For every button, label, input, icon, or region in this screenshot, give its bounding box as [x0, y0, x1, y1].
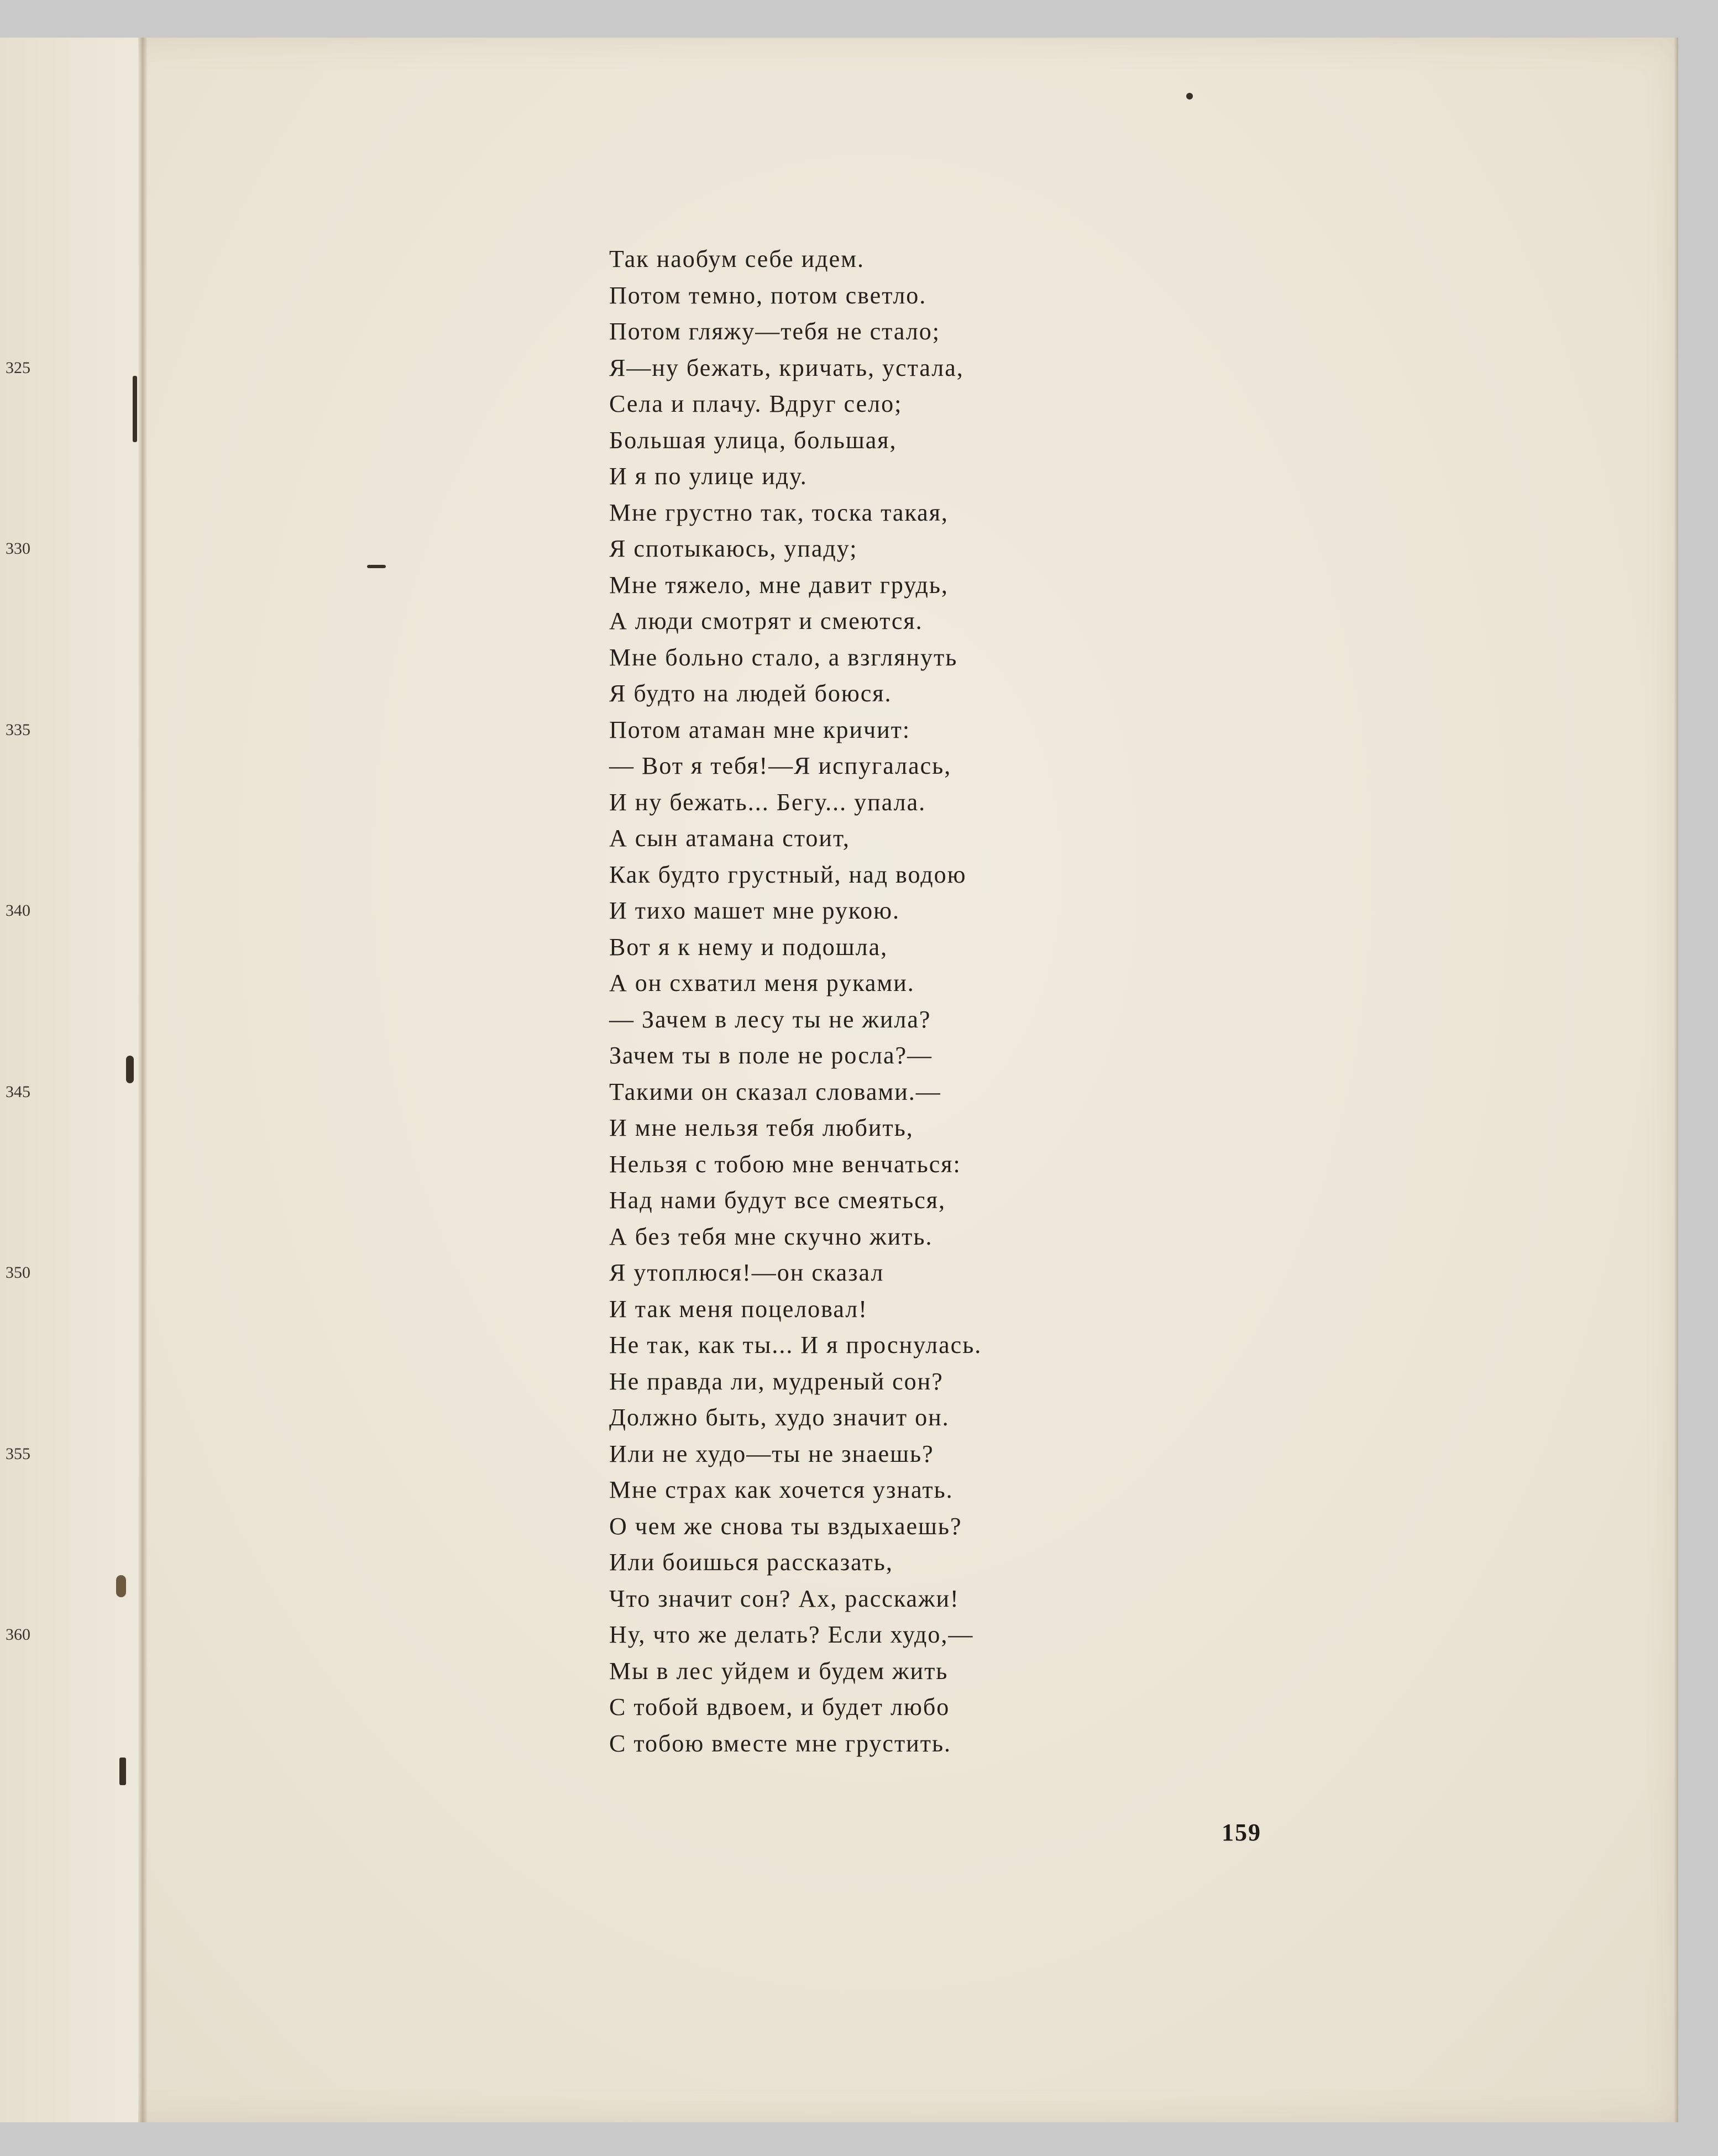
poem-line — [542, 639, 1481, 676]
line-text: Потом темно, потом светло. — [609, 281, 927, 309]
poem-line — [6, 893, 1481, 929]
binding-mark — [116, 1575, 126, 1597]
line-number: 340 — [6, 901, 30, 920]
poem-line — [542, 313, 1481, 350]
poem-line — [542, 495, 1481, 531]
poem-line — [542, 748, 1481, 784]
line-text: Так наобум себе идем. — [609, 245, 865, 272]
line-text: С тобою вместе мне грустить. — [609, 1729, 952, 1757]
line-text: Потом атаман мне кричит: — [609, 716, 911, 743]
line-number: 325 — [6, 358, 30, 377]
poem-line — [542, 1508, 1481, 1545]
poem-line — [542, 1037, 1481, 1074]
line-text: Потом гляжу—тебя не стало; — [609, 318, 941, 345]
binding-mark — [126, 1056, 134, 1083]
poem-line — [542, 1653, 1481, 1690]
line-text: Зачем ты в поле не росла?— — [609, 1042, 933, 1069]
line-text: — Вот я тебя!—Я испугалась, — [609, 752, 952, 779]
line-text: Или боишься рассказать, — [609, 1549, 893, 1576]
poem-line — [6, 531, 1481, 567]
poem-line — [542, 241, 1481, 277]
line-text: Как будто грустный, над водою — [609, 861, 967, 888]
line-text: Я—ну бежать, кричать, устала, — [609, 354, 964, 381]
line-text: Вот я к нему и подошла, — [609, 933, 888, 961]
line-text: Должно быть, худо значит он. — [609, 1404, 950, 1431]
line-text: Над нами будут все смеяться, — [609, 1187, 946, 1214]
poem-line — [542, 929, 1481, 966]
ink-speck — [367, 565, 386, 568]
line-text: А сын атамана стоит, — [609, 825, 850, 852]
line-number: 350 — [6, 1263, 30, 1282]
poem-line — [542, 1581, 1481, 1617]
poem-line — [6, 1255, 1481, 1291]
poem-line — [542, 567, 1481, 604]
poem-line — [6, 1617, 1481, 1653]
line-text: Что значит сон? Ах, расскажи! — [609, 1585, 960, 1612]
line-number: 335 — [6, 720, 30, 739]
line-number: 330 — [6, 539, 30, 558]
line-text: Мне страх как хочется узнать. — [609, 1476, 954, 1503]
poem-line — [542, 1725, 1481, 1762]
page-number: 159 — [1222, 1819, 1261, 1846]
line-text: О чем же снова ты вздыхаешь? — [609, 1512, 962, 1540]
line-text: А без тебя мне скучно жить. — [609, 1223, 933, 1250]
line-text: А люди смотрят и смеются. — [609, 607, 923, 634]
poem-line — [542, 1363, 1481, 1400]
poem-line — [542, 1544, 1481, 1581]
poem-line — [542, 1146, 1481, 1183]
poem-line — [542, 1689, 1481, 1725]
poem-line — [542, 1291, 1481, 1328]
poem-line — [6, 350, 1481, 386]
poem-line — [542, 1110, 1481, 1146]
line-text: Ну, что же делать? Если худо,— — [609, 1621, 974, 1648]
poem-line — [542, 1399, 1481, 1436]
line-text: И тихо машет мне рукою. — [609, 897, 900, 924]
line-text: Не так, как ты... И я проснулась. — [609, 1331, 982, 1358]
line-text: Мы в лес уйдем и будем жить — [609, 1657, 949, 1685]
poem-line — [542, 603, 1481, 639]
poem-text — [6, 241, 1481, 1761]
line-text: Мне тяжело, мне давит грудь, — [609, 571, 949, 599]
poem-line — [6, 712, 1481, 748]
line-text: Села и плачу. Вдруг село; — [609, 390, 903, 417]
line-number: 345 — [6, 1082, 30, 1101]
poem-line — [542, 1182, 1481, 1219]
line-text: Такими он сказал словами.— — [609, 1078, 941, 1105]
line-text: Нельзя с тобою мне венчаться: — [609, 1150, 961, 1178]
poem-line — [542, 1327, 1481, 1363]
line-number: 360 — [6, 1625, 30, 1644]
poem-line — [542, 857, 1481, 893]
poem-line — [542, 458, 1481, 495]
line-text: И ну бежать... Бегу... упала. — [609, 788, 926, 816]
line-text: Или не худо—ты не знаешь? — [609, 1440, 934, 1467]
poem-line — [542, 784, 1481, 821]
poem-line — [542, 1001, 1481, 1038]
line-number: 355 — [6, 1444, 30, 1463]
poem-line — [542, 277, 1481, 314]
poem-line — [542, 1472, 1481, 1508]
poem-line — [542, 422, 1481, 459]
line-text: С тобой вдвоем, и будет любо — [609, 1693, 950, 1720]
line-text: И я по улице иду. — [609, 463, 808, 490]
poem-line — [542, 820, 1481, 857]
line-text: Я утоплюся!—он сказал — [609, 1259, 884, 1286]
line-text: И так меня поцеловал! — [609, 1295, 868, 1323]
page-edge-right — [1674, 38, 1678, 2122]
ink-speck — [1186, 93, 1193, 99]
line-text: И мне нельзя тебя любить, — [609, 1114, 914, 1141]
poem-line — [542, 965, 1481, 1001]
binding-mark — [133, 376, 137, 442]
line-text: А он схватил меня руками. — [609, 969, 915, 996]
binding-mark — [119, 1758, 126, 1785]
poem-line — [6, 1436, 1481, 1472]
poem-line — [542, 1219, 1481, 1255]
poem-line — [542, 675, 1481, 712]
page-gutter — [138, 38, 147, 2122]
line-text: Мне грустно так, тоска такая, — [609, 499, 949, 526]
line-text: Мне больно стало, а взглянуть — [609, 643, 958, 671]
poem-line — [6, 1074, 1481, 1110]
line-text: Я будто на людей боюся. — [609, 680, 892, 707]
line-text: Не правда ли, мудреный сон? — [609, 1367, 944, 1395]
line-text: Я спотыкаюсь, упаду; — [609, 535, 858, 562]
line-text: — Зачем в лесу ты не жила? — [609, 1005, 931, 1033]
poem-line — [542, 386, 1481, 422]
line-text: Большая улица, большая, — [609, 426, 897, 454]
